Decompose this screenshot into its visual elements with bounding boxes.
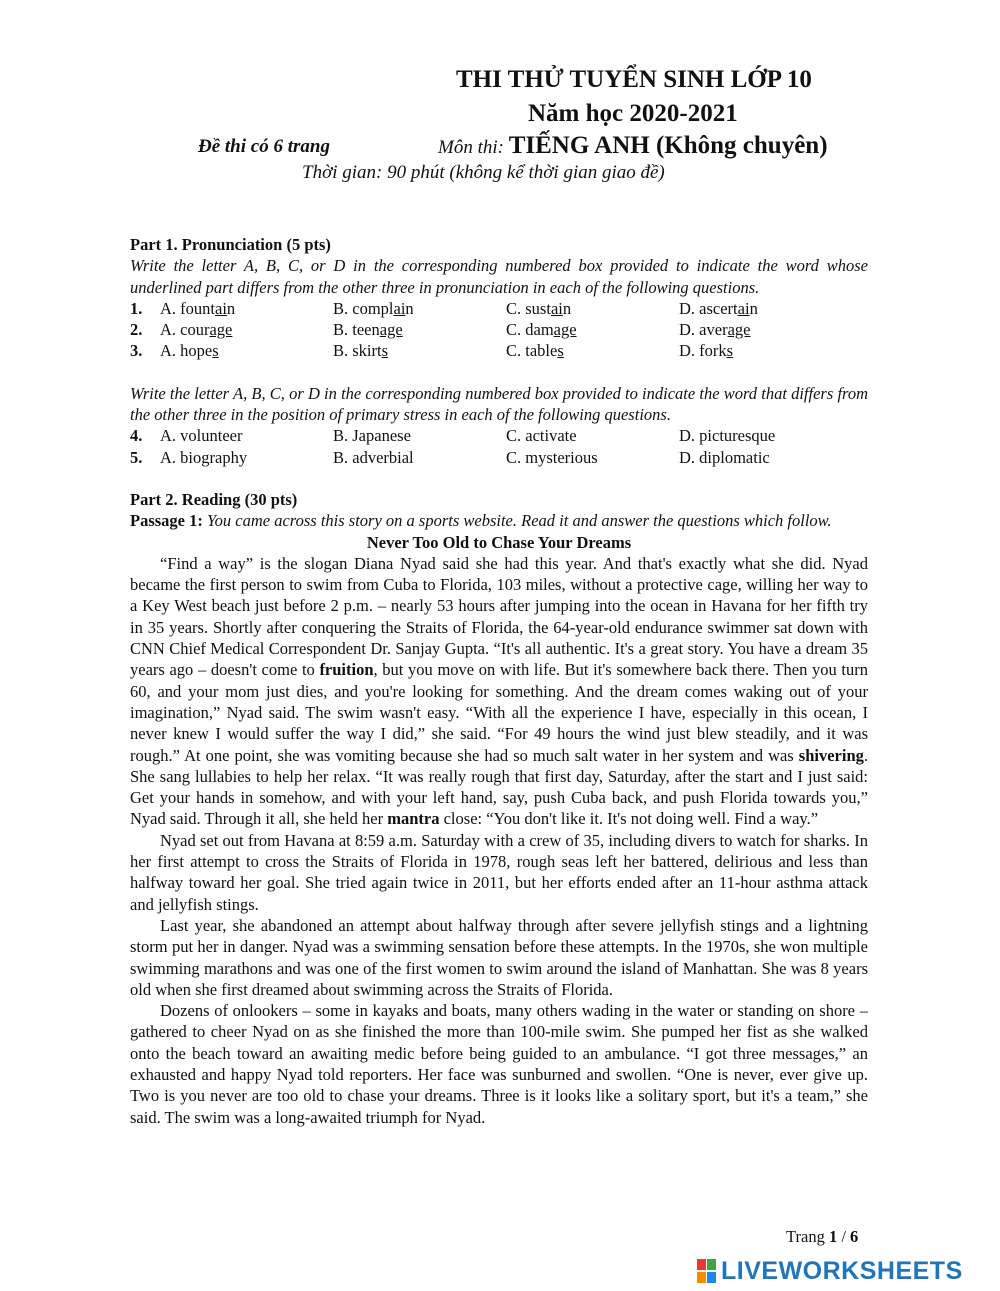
spacer xyxy=(130,362,868,383)
exam-content xyxy=(130,234,868,1128)
option: B. Japanese xyxy=(333,426,411,446)
passage-intro xyxy=(130,510,868,531)
question-row xyxy=(130,447,868,468)
question-number: 1. xyxy=(130,298,143,318)
option: B. adverbial xyxy=(333,447,414,467)
part1-instruction-b: Write the letter A, B, C, or D in the corresponding numbered box provided to indicate the word that differs from the other three in the position of primary stress in each of the following questions. xyxy=(130,383,868,425)
story-paragraph-2: Nyad set out from Havana at 8:59 a.m. Saturday with a crew of 35, including divers to watch for sharks. In her first attempt to cross the Straits of Florida in 1978, rough seas left her battered, delirious and less than halfway toward her goal. She tried again twice in 2011, but her efforts ended after an 11-hour asthma attack and jellyfish stings. xyxy=(130,830,868,914)
option: D. ascertain xyxy=(679,298,758,318)
option: B. teenage xyxy=(333,320,403,340)
stress-questions xyxy=(130,425,868,468)
option: D. forks xyxy=(679,341,734,361)
part1-instruction-a: Write the letter A, B, C, or D in the corresponding numbered box provided to indicate the word whose underlined part differs from the other three in pronunciation in each of the following questions. xyxy=(130,256,868,297)
option: C. activate xyxy=(506,426,577,446)
option: A. fountain xyxy=(160,298,236,318)
brand-text: LIVEWORKSHEETS xyxy=(721,1257,963,1285)
exam-title: THI THỬ TUYỂN SINH LỚP 10 xyxy=(456,66,812,93)
spacer xyxy=(130,468,868,489)
question-number: 3. xyxy=(130,341,143,361)
highlight-word: mantra xyxy=(387,809,440,829)
question-row xyxy=(130,298,868,319)
option: A. courage xyxy=(160,320,233,340)
story-paragraph-1: “Find a way” is the slogan Diana Nyad said she had this year. And that's exactly what she did. Nyad became the first person to swim from Cuba to Florida, 103 miles, without a protective cage, willing her way to a Key West beach just before 2 p.m. – nearly 53 hours after jumping into the ocean in Havana for her fifth try in 35 years. Shortly after conquering the Straits of Florida, the 64-year-old endurance swimmer sat down with CNN Chief Medical Correspondent Dr. Sanjay Gupta. “It's all authentic. It's a great story. You have a dream 35 years ago – doesn't come to fruition, but you move on with life. But it's somewhere back there. Then you turn 60, and your mom just dies, and you're looking for something. And the dream comes waking out of your imagination,” Nyad said. The swim wasn't easy. “With all the experience I have, especially in this ocean, I never knew I would suffer the way I did,” she said. “For 49 hours the wind just blew steadily, and it was rough.” At one point, she was vomiting because she had so much salt water in her system and was shivering. She sang lullabies to help her relax. “It was really rough that first day, Saturday, after the start and I just said: Get your hands in somehow, and with your left hand, say, push Cuba back, and push Florida towards you,” Nyad said. Through it all, she held her mantra close: “You don't like it. It's not doing well. Find a way.” xyxy=(130,553,868,829)
story-paragraph-3: Last year, she abandoned an attempt about halfway through after severe jellyfish stings and a lightning storm put her in danger. Nyad was a swimming sensation before these attempts. In the 1970s, she won multiple swimming marathons and was one of the first women to swim around the island of Manhattan. She was 8 years old when she first dreamed about swimming across the Straits of Florida. xyxy=(130,915,868,999)
question-row xyxy=(130,319,868,340)
option: C. damage xyxy=(506,320,577,340)
liveworksheets-icon xyxy=(697,1259,717,1285)
option: A. volunteer xyxy=(160,426,243,446)
question-row xyxy=(130,425,868,446)
option: D. diplomatic xyxy=(679,447,770,467)
story-title: Never Too Old to Chase Your Dreams xyxy=(366,532,632,552)
question-number: 5. xyxy=(130,447,143,467)
subject-name: TIẾNG ANH (Không chuyên) xyxy=(508,132,828,159)
time-note: Thời gian: 90 phút (không kể thời gian giao đề) xyxy=(302,162,665,183)
subject-label: Môn thi: xyxy=(438,137,504,158)
option: B. complain xyxy=(333,298,414,318)
highlight-word: fruition xyxy=(319,660,374,680)
question-number: 2. xyxy=(130,320,143,340)
option: D. picturesque xyxy=(679,426,776,446)
option: C. tables xyxy=(506,341,564,361)
liveworksheets-logo[interactable] xyxy=(697,1257,963,1286)
page-number: Trang 1 / 6 xyxy=(786,1227,859,1246)
option: B. skirts xyxy=(333,341,389,361)
option: C. mysterious xyxy=(506,447,598,467)
story-paragraph-4: Dozens of onlookers – some in kayaks and boats, many others wading in the water or standing on shore – gathered to cheer Nyad on as she finished the more than 100-mile swim. She pumped her fist as she walked onto the beach toward an awaiting medic before being guided to an ambulance. “I got three messages,” an exhausted and happy Nyad told reporters. Her face was sunburned and swollen. “One is never, ever give up. Two is you never are too old to chase your dreams. Three is it looks like a solitary sport, but it's a team,” she said. The swim was a long-awaited triumph for Nyad. xyxy=(130,1001,868,1127)
pages-note: Đề thi có 6 trang xyxy=(198,136,330,157)
school-year: Năm học 2020-2021 xyxy=(528,100,738,127)
question-row xyxy=(130,340,868,361)
highlight-word: shivering xyxy=(798,745,864,765)
option: A. hopes xyxy=(160,341,219,361)
part2-title: Part 2. Reading (30 pts) xyxy=(130,489,298,509)
question-number: 4. xyxy=(130,426,143,446)
subject-line xyxy=(438,132,828,160)
option: A. biography xyxy=(160,447,248,467)
passage-label: Passage 1: xyxy=(130,511,203,531)
pronunciation-questions xyxy=(130,298,868,362)
passage-instruction: You came across this story on a sports website. Read it and answer the questions which follow. xyxy=(207,511,832,531)
option: D. average xyxy=(679,320,751,340)
option: C. sustain xyxy=(506,298,572,318)
part1-title: Part 1. Pronunciation (5 pts) xyxy=(130,235,331,254)
